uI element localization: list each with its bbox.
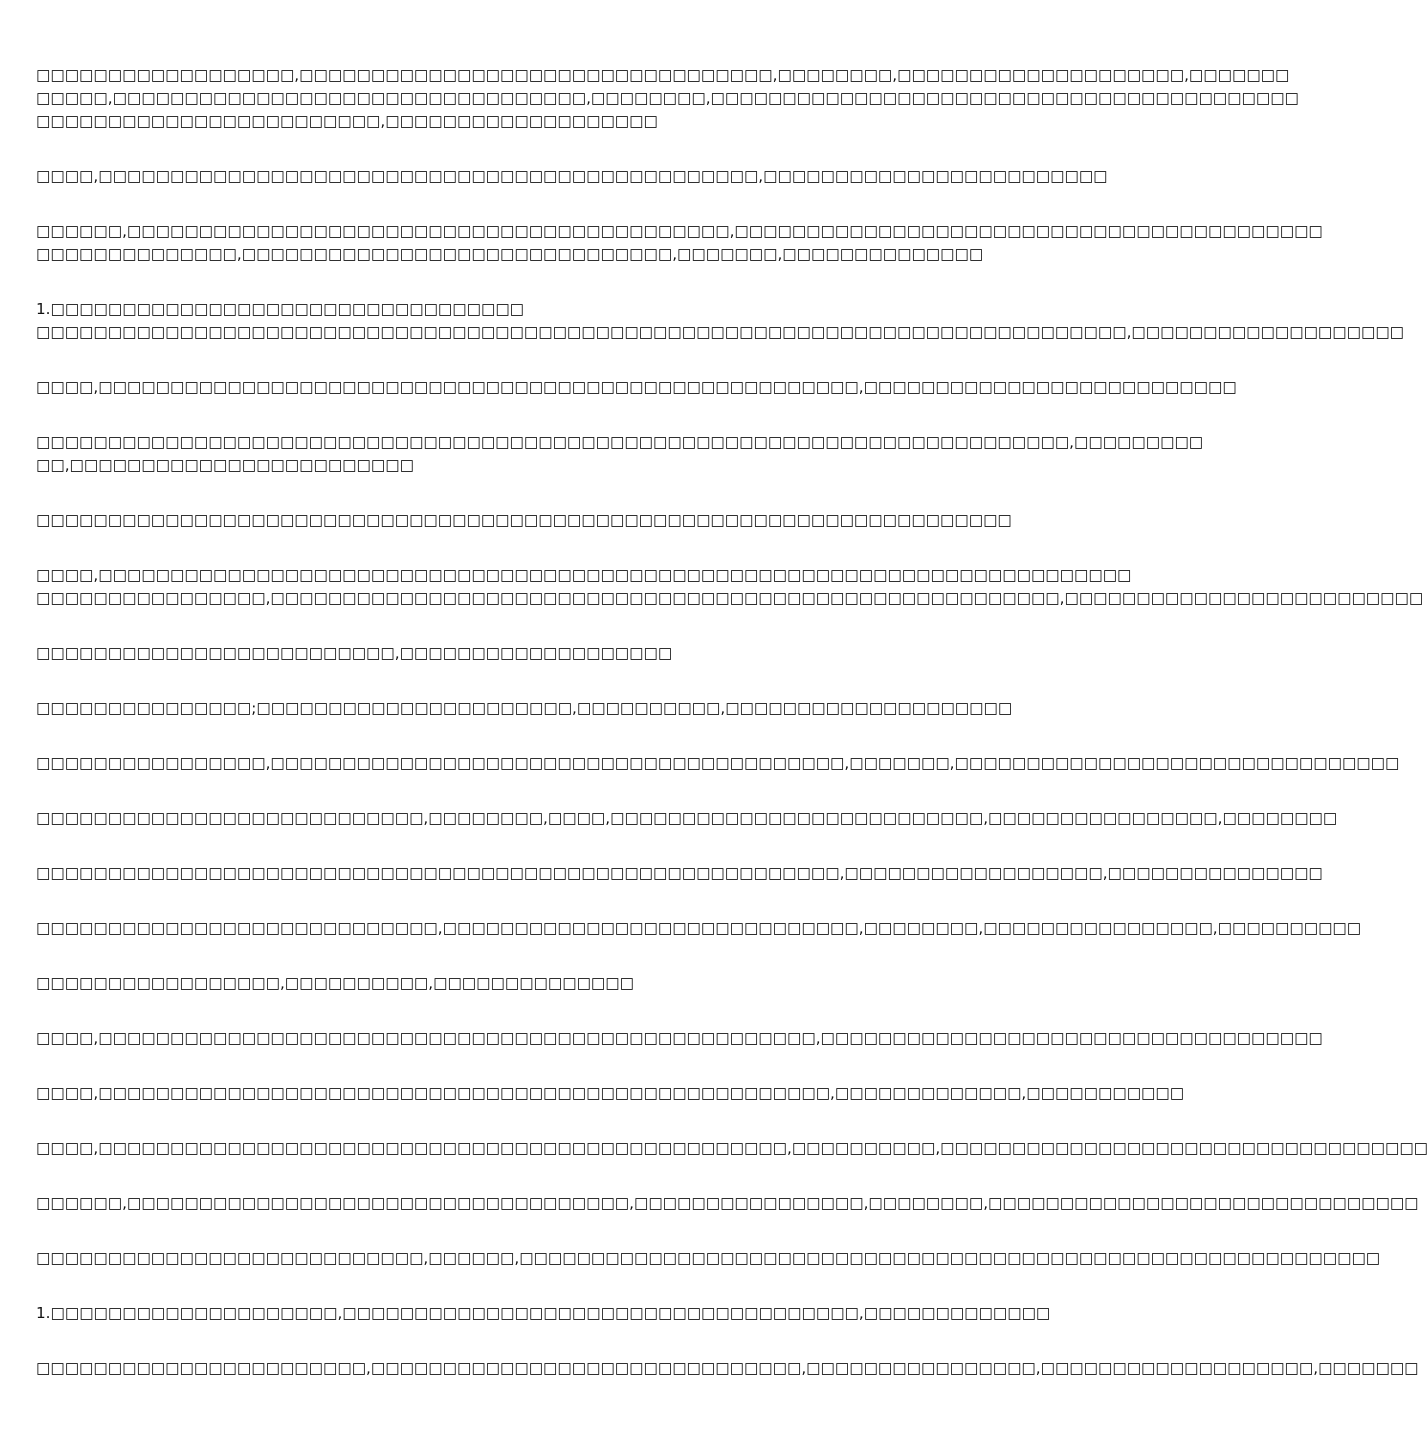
- paragraph-10: □□□□□□□□□□□□□□□;□□□□□□□□□□□□□□□□□□□□□□,□□□□□□□□□□,□□□□□□□□□□□□□□□□□□□□: [36, 699, 1013, 717]
- paragraph-18: □□□□,□□□□□□□□□□□□□□□□□□□□□□□□□□□□□□□□□□□□□□□□□□□□□□□□,□□□□□□□□□□,□□□□□□□□□□□□□□□□□□□□□□□□□□□□□□□□□□: [36, 1139, 1428, 1157]
- paragraph-8: □□□□,□□□□□□□□□□□□□□□□□□□□□□□□□□□□□□□□□□□□□□□□□□□□□□□□□□□□□□□□□□□□□□□□□□□□□□□□ □□□□□□□□□□□□□□□□,□□□□□□□□□□□□□□□□□□□□□□□□□□□□□□□□□□□□□□□□□□□□□□□□□□□□□□□,□□□□□□□□□□□□□□□□□□□□□□□□□: [36, 566, 1424, 607]
- paragraph-17: □□□□,□□□□□□□□□□□□□□□□□□□□□□□□□□□□□□□□□□□□□□□□□□□□□□□□□□□,□□□□□□□□□□□□□,□□□□□□□□□□□: [36, 1084, 1185, 1102]
- paragraph-15: □□□□□□□□□□□□□□□□□,□□□□□□□□□□,□□□□□□□□□□□□□□: [36, 974, 634, 992]
- paragraph-2: □□□□,□□□□□□□□□□□□□□□□□□□□□□□□□□□□□□□□□□□□□□□□□□□□□□,□□□□□□□□□□□□□□□□□□□□□□□□: [36, 167, 1108, 185]
- paragraph-20: □□□□□□□□□□□□□□□□□□□□□□□□□□□,□□□□□□,□□□□□□□□□□□□□□□□□□□□□□□□□□□□□□□□□□□□□□□□□□□□□□□□□□□□□□□□□□□□: [36, 1249, 1381, 1267]
- numbered-paragraph-2: 1.□□□□□□□□□□□□□□□□□□□□,□□□□□□□□□□□□□□□□□□□□□□□□□□□□□□□□□□□□,□□□□□□□□□□□□□: [36, 1304, 1051, 1322]
- paragraph-12: □□□□□□□□□□□□□□□□□□□□□□□□□□□,□□□□□□□□,□□□□,□□□□□□□□□□□□□□□□□□□□□□□□□□,□□□□□□□□□□□□□□□□,□□□□□□□□: [36, 809, 1338, 827]
- paragraph-14: □□□□□□□□□□□□□□□□□□□□□□□□□□□□,□□□□□□□□□□□□□□□□□□□□□□□□□□□□□,□□□□□□□□,□□□□□□□□□□□□□□□□,□□□□□□□□□□: [36, 919, 1362, 937]
- paragraph-9: □□□□□□□□□□□□□□□□□□□□□□□□□,□□□□□□□□□□□□□□□□□□□: [36, 644, 673, 662]
- paragraph-3: □□□□□□,□□□□□□□□□□□□□□□□□□□□□□□□□□□□□□□□□□□□□□□□□□,□□□□□□□□□□□□□□□□□□□□□□□□□□□□□□□□□□□□□□□□□ □□□□□□□□□□□□□□,□□□□□□□□□□□□□□□□□□□□□□□□□□□□□□,□□□□□□□,□□□□□□□□□□□□□□: [36, 222, 1323, 263]
- paragraph-22: □□□□□□□□□□□□□□□□□□□□□□□,□□□□□□□□□□□□□□□□□□□□□□□□□□□□□□,□□□□□□□□□□□□□□□□,□□□□□□□□□□□□□□□□□□□,□□□□□□□: [36, 1359, 1419, 1377]
- paragraph-16: □□□□,□□□□□□□□□□□□□□□□□□□□□□□□□□□□□□□□□□□□□□□□□□□□□□□□□□,□□□□□□□□□□□□□□□□□□□□□□□□□□□□□□□□□□□: [36, 1029, 1323, 1047]
- paragraph-19: □□□□□□,□□□□□□□□□□□□□□□□□□□□□□□□□□□□□□□□□□□,□□□□□□□□□□□□□□□□,□□□□□□□□,□□□□□□□□□□□□□□□□□□□□□□□□□□□□□□: [36, 1194, 1419, 1212]
- paragraph-13: □□□□□□□□□□□□□□□□□□□□□□□□□□□□□□□□□□□□□□□□□□□□□□□□□□□□□□□□,□□□□□□□□□□□□□□□□□□,□□□□□□□□□□□□□□□: [36, 864, 1323, 882]
- paragraph-1: □□□□□□□□□□□□□□□□□□,□□□□□□□□□□□□□□□□□□□□□□□□□□□□□□□□□,□□□□□□□□,□□□□□□□□□□□□□□□□□□□□,□□□□□□□ □□□□□,□□□□□□□□□□□□□□□□□□□□□□□□□□□□□□□□□,□□□□□□□□,□□□□□□□□□□□□□□□□□□□□□□□□□□□□□□□□□□□□□□□□□ □□□□□□□□□□□□□□□□□□□□□□□□,□□□□□□□□□□□□□□□□□□□: [36, 66, 1299, 130]
- numbered-paragraph-1: 1.□□□□□□□□□□□□□□□□□□□□□□□□□□□□□□□□□ □□□□□□□□□□□□□□□□□□□□□□□□□□□□□□□□□□□□□□□□□□□□□□□□□□□□□□□□□□□□□□□□□□□□□□□□□□□□,□□□□□□□□□□□□□□□□□□□: [36, 300, 1405, 341]
- paragraph-11: □□□□□□□□□□□□□□□□,□□□□□□□□□□□□□□□□□□□□□□□□□□□□□□□□□□□□□□□□,□□□□□□□,□□□□□□□□□□□□□□□□□□□□□□□□□□□□□□□: [36, 754, 1400, 772]
- paragraph-5: □□□□,□□□□□□□□□□□□□□□□□□□□□□□□□□□□□□□□□□□□□□□□□□□□□□□□□□□□□,□□□□□□□□□□□□□□□□□□□□□□□□□□: [36, 378, 1237, 396]
- paragraph-6: □□□□□□□□□□□□□□□□□□□□□□□□□□□□□□□□□□□□□□□□□□□□□□□□□□□□□□□□□□□□□□□□□□□□□□□□,□□□□□□□□□ □□,□□□□□□□□□□□□□□□□□□□□□□□□: [36, 433, 1204, 474]
- paragraph-7: □□□□□□□□□□□□□□□□□□□□□□□□□□□□□□□□□□□□□□□□□□□□□□□□□□□□□□□□□□□□□□□□□□□□: [36, 511, 1012, 529]
